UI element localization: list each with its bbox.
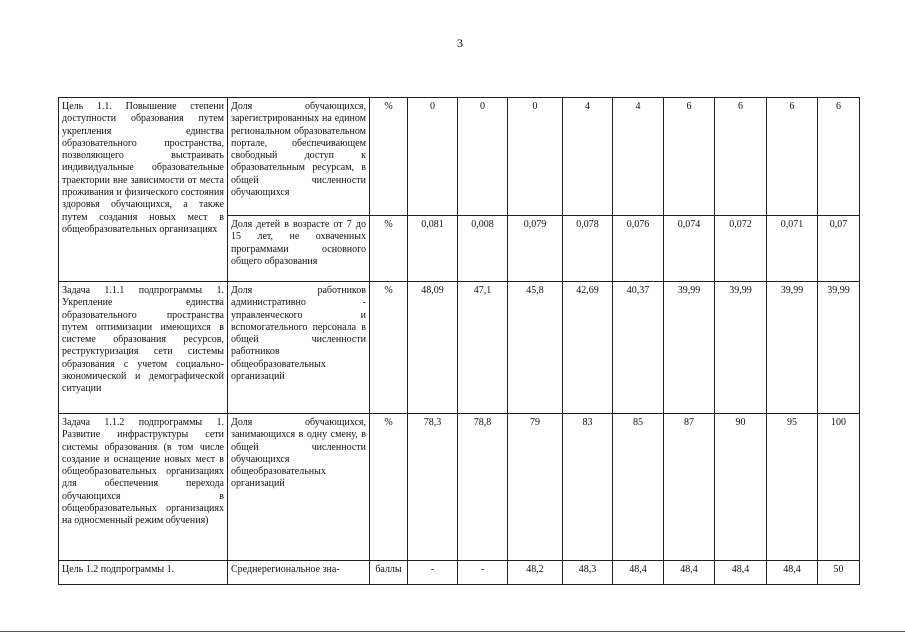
value-cell: 6 bbox=[767, 98, 818, 216]
value-cell: 0,081 bbox=[408, 216, 458, 282]
value-cell: 39,99 bbox=[818, 282, 860, 414]
value-cell: 78,3 bbox=[408, 414, 458, 561]
value-cell: 50 bbox=[818, 561, 860, 585]
unit-cell: % bbox=[370, 98, 408, 216]
value-cell: 0 bbox=[408, 98, 458, 216]
task-cell: Задача 1.1.2 подпрограммы 1. Развитие инфраструктуры сети системы образования (в том числе создание и оснащение новых мест в общеобразовательных организациях для обеспечения перехода обучающихся в общеобразовательных организациях на односменный режим обучения) bbox=[59, 414, 228, 561]
indicator-cell: Среднерегиональное зна- bbox=[228, 561, 370, 585]
value-cell: 6 bbox=[818, 98, 860, 216]
indicator-cell: Доля обучающихся, зарегистрированных на едином региональном образовательном портале, обеспечивающем свободный доступ к образовательным ресурсам, в общей численности обучающихся bbox=[228, 98, 370, 216]
goal-cell: Цель 1.2 подпрограммы 1. bbox=[59, 561, 228, 585]
value-cell: 0,076 bbox=[613, 216, 664, 282]
value-cell: 83 bbox=[563, 414, 613, 561]
table-row bbox=[59, 414, 860, 561]
value-cell: 0 bbox=[508, 98, 563, 216]
value-cell: 85 bbox=[613, 414, 664, 561]
value-cell: 39,99 bbox=[767, 282, 818, 414]
table-row bbox=[59, 282, 860, 414]
value-cell: 4 bbox=[563, 98, 613, 216]
value-cell: 48,09 bbox=[408, 282, 458, 414]
value-cell: 87 bbox=[664, 414, 715, 561]
value-cell: 40,37 bbox=[613, 282, 664, 414]
value-cell: 0,008 bbox=[458, 216, 508, 282]
page-number: 3 bbox=[457, 36, 463, 50]
value-cell: 90 bbox=[715, 414, 767, 561]
value-cell: 48,4 bbox=[715, 561, 767, 585]
value-cell: 100 bbox=[818, 414, 860, 561]
goal-cell: Цель 1.1. Повышение степени доступности образования путем укрепления единства образовательного пространства, позволяющего выстраивать индивидуальные образовательные траектории вне зависимости от места проживания и физического состояния здоровья обучающихся, а также путем создания новых мест в общеобразовательных организациях bbox=[59, 98, 228, 282]
value-cell: 39,99 bbox=[664, 282, 715, 414]
task-cell: Задача 1.1.1 подпрограммы 1. Укрепление единства образовательного пространства путем оптимизации имеющихся в системе образования ресурсов, реструктуризация сети системы образования с учетом социально-экономической и демографической ситуации bbox=[59, 282, 228, 414]
value-cell: 48,4 bbox=[613, 561, 664, 585]
value-cell: 79 bbox=[508, 414, 563, 561]
value-cell: - bbox=[408, 561, 458, 585]
value-cell: 6 bbox=[715, 98, 767, 216]
indicator-cell: Доля работников административно - управленческого и вспомогательного персонала в общей численности работников общеобразовательных организаций bbox=[228, 282, 370, 414]
value-cell: 0,071 bbox=[767, 216, 818, 282]
value-cell: 45,8 bbox=[508, 282, 563, 414]
indicator-cell: Доля обучающихся, занимающихся в одну смену, в общей численности обучающихся общеобразовательных организаций bbox=[228, 414, 370, 561]
value-cell: 39,99 bbox=[715, 282, 767, 414]
table-row bbox=[59, 98, 860, 216]
value-cell: 47,1 bbox=[458, 282, 508, 414]
value-cell: 0 bbox=[458, 98, 508, 216]
page-bottom-rule bbox=[0, 631, 905, 632]
unit-cell: % bbox=[370, 216, 408, 282]
indicator-cell: Доля детей в возрасте от 7 до 15 лет, не охваченных программами основного общего образования bbox=[228, 216, 370, 282]
value-cell: 78,8 bbox=[458, 414, 508, 561]
value-cell: 48,4 bbox=[664, 561, 715, 585]
value-cell: 0,074 bbox=[664, 216, 715, 282]
value-cell: 4 bbox=[613, 98, 664, 216]
unit-cell: % bbox=[370, 282, 408, 414]
value-cell: 0,078 bbox=[563, 216, 613, 282]
value-cell: 48,3 bbox=[563, 561, 613, 585]
value-cell: 0,07 bbox=[818, 216, 860, 282]
value-cell: - bbox=[458, 561, 508, 585]
table-row bbox=[59, 561, 860, 585]
value-cell: 0,079 bbox=[508, 216, 563, 282]
value-cell: 48,2 bbox=[508, 561, 563, 585]
indicators-table bbox=[58, 97, 860, 585]
unit-cell: % bbox=[370, 414, 408, 561]
value-cell: 6 bbox=[664, 98, 715, 216]
value-cell: 48,4 bbox=[767, 561, 818, 585]
unit-cell: баллы bbox=[370, 561, 408, 585]
value-cell: 95 bbox=[767, 414, 818, 561]
value-cell: 42,69 bbox=[563, 282, 613, 414]
value-cell: 0,072 bbox=[715, 216, 767, 282]
